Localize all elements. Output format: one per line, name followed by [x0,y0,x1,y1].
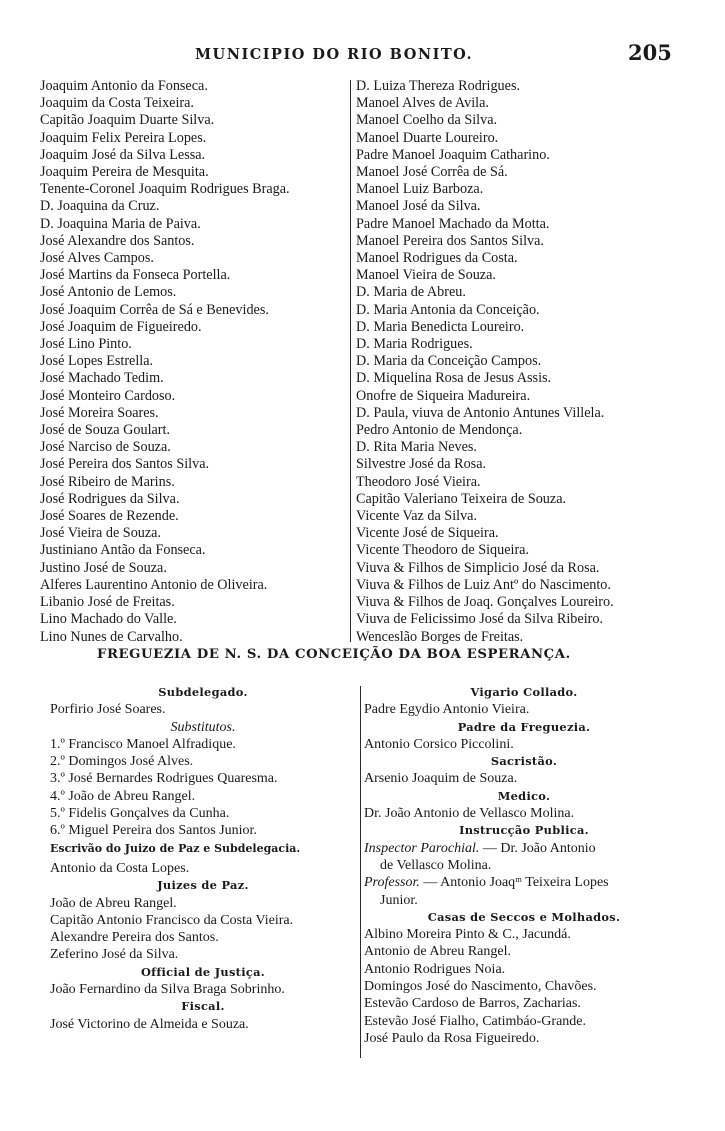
list-item: Vicente Vaz da Silva. [356,508,478,525]
sacristao-heading: Sacristão. [490,754,558,769]
casa-item: Estevão José Fialho, Catimbáo-Grande. [364,1013,587,1029]
list-item: D. Miquelina Rosa de Jesus Assis. [356,370,552,387]
list-item: José Martins da Fonseca Portella. [40,267,231,284]
list-item: José Alves Campos. [40,250,154,267]
column-rule-bottom [360,686,361,1058]
list-item: Manoel José Corrêa de Sá. [356,164,508,181]
list-item: Joaquim Antonio da Fonseca. [40,78,208,94]
list-item: Joaquim Felix Pereira Lopes. [40,129,207,146]
list-item: Joaquim da Costa Teixeira. [40,95,194,112]
list-item: Wenceslão Borges de Freitas. [356,628,524,645]
bottom-left-column [50,684,356,1033]
list-item: Manoel Rodrigues da Costa. [356,250,518,267]
substituto-item: 5.º Fidelis Gonçalves da Cunha. [50,806,230,822]
top-right-column [356,78,614,646]
list-item: José Vieira de Souza. [40,525,162,542]
list-item: Pedro Antonio de Mendonça. [356,422,523,439]
subdelegado-heading: Subdelegado. [158,685,248,699]
list-item: Alferes Laurentino Antonio de Oliveira. [40,576,268,593]
list-item: D. Maria Antonia da Conceição. [356,301,540,318]
professor-line [364,874,684,891]
list-item: Manoel Alves de Avila. [356,95,489,112]
casa-item: Estevão Cardoso de Barros, Zacharias. [364,996,581,1012]
vigario-name: Padre Egydio Antonio Vieira. [364,702,530,718]
substituto-item: 2.º Domingos José Alves. [50,754,194,770]
list-item: Libanio José de Freitas. [40,594,175,611]
casa-item: Antonio Rodrigues Noia. [364,961,506,977]
list-item: José Soares de Rezende. [40,508,179,525]
list-item: José Joaquim Corrêa de Sá e Benevides. [40,301,269,318]
list-item: D. Maria de Abreu. [356,284,466,301]
section-title: FREGUEZIA DE N. S. DA CONCEIÇÃO DA BOA ESPERANÇA. [97,647,571,662]
list-item: José Machado Tedim. [40,370,164,387]
list-item: José de Souza Goulart. [40,422,171,439]
list-item: Theodoro José Vieira. [356,473,481,490]
list-item: Padre Manoel Machado da Motta. [356,215,550,232]
list-item: Manoel Vieira de Souza. [356,267,496,284]
list-item: José Ribeiro de Marins. [40,473,175,490]
inspector-continuation: de Vellasco Molina. [380,857,492,873]
professor-continuation: Junior. [380,892,418,908]
juiz-item: João de Abreu Rangel. [50,895,177,911]
list-item: D. Maria Rodrigues. [356,336,473,353]
professor-label: Professor. [364,875,420,891]
medico-name: Dr. João Antonio de Vellasco Molina. [364,806,575,822]
page-number: 205 [628,40,672,65]
list-item: D. Joaquina da Cruz. [40,198,160,215]
bottom-right-column [364,684,684,1047]
list-item: José Lopes Estrella. [40,353,154,370]
list-item: D. Joaquina Maria de Paiva. [40,215,201,232]
page-header [0,40,725,68]
substituto-item: 4.º João de Abreu Rangel. [50,788,196,804]
list-item: D. Paula, viuva de Antonio Antunes Villela. [356,404,605,421]
list-item: Manoel Coelho da Silva. [356,112,498,129]
list-item: Manoel Luiz Barboza. [356,181,484,198]
official-heading: Official de Justiça. [140,964,266,979]
list-item: Vicente José de Siqueira. [356,525,499,542]
list-item: Tenente-Coronel Joaquim Rodrigues Braga. [40,181,290,198]
list-item: Capitão Valeriano Teixeira de Souza. [356,490,567,507]
list-item: José Pereira dos Santos Silva. [40,456,210,473]
professor-text: — Antonio Joaqᵐ Teixeira Lopes [419,875,609,891]
vigario-heading: Vigario Collado. [470,685,578,699]
inspector-text: — Dr. João Antonio [479,840,596,856]
official-name: João Fernardino da Silva Braga Sobrinho. [50,982,285,998]
casa-item: Antonio de Abreu Rangel. [364,944,511,960]
sacristao-name: Arsenio Joaquim de Souza. [364,771,518,787]
casa-item: Domingos José do Nascimento, Chavões. [364,979,597,995]
casa-item: José Paulo da Rosa Figueiredo. [364,1030,540,1046]
list-item: Onofre de Siqueira Madureira. [356,387,531,404]
running-head: MUNICIPIO DO RIO BONITO. [195,46,473,63]
list-item: D. Maria Benedicta Loureiro. [356,318,525,335]
list-item: José Moreira Soares. [40,404,159,421]
list-item: Viuva & Filhos de Luiz Antº do Nascimento. [356,576,611,593]
juizes-heading: Juizes de Paz. [157,878,249,893]
list-item: José Joaquim de Figueiredo. [40,318,202,335]
substitutos-heading: Substitutos. [170,719,236,735]
substituto-item: 1.º Francisco Manoel Alfradique. [50,736,236,752]
casas-heading: Casas de Seccos e Molhados. [427,909,621,924]
substitutos-list [50,736,356,840]
list-item: José Narciso de Souza. [40,439,171,456]
list-item: Viuva de Felicissimo José da Silva Ribeiro. [356,611,604,628]
list-item: José Alexandre dos Santos. [40,232,195,249]
medico-heading: Medico. [497,788,551,803]
list-item: José Lino Pinto. [40,336,132,353]
list-item: Justino José de Souza. [40,559,167,576]
list-item: Capitão Joaquim Duarte Silva. [40,112,215,129]
list-item: Manoel Duarte Loureiro. [356,129,499,146]
column-rule-top [350,80,351,642]
list-item: Joaquim José da Silva Lessa. [40,146,206,163]
juiz-item: Zeferino José da Silva. [50,947,179,963]
juiz-item: Capitão Antonio Francisco da Costa Vieira. [50,912,294,928]
list-item: Padre Manoel Joaquim Catharino. [356,146,550,163]
list-item: Justiniano Antão da Fonseca. [40,542,206,559]
substituto-item: 3.º José Bernardes Rodrigues Quaresma. [50,771,278,787]
juizes-list [50,895,356,964]
casa-item: Albino Moreira Pinto & C., Jacundá. [364,927,571,943]
list-item: Manoel Pereira dos Santos Silva. [356,232,544,249]
instrucao-heading: Instrucção Publica. [459,823,589,838]
list-item: Viuva & Filhos de Simplicio José da Rosa. [356,559,600,576]
fiscal-name: José Victorino de Almeida e Souza. [50,1016,249,1032]
casas-list [364,926,684,1047]
list-item: Lino Machado do Valle. [40,611,177,628]
list-item: José Monteiro Cardoso. [40,387,176,404]
inspector-label: Inspector Parochial. [364,840,480,856]
list-item: D. Rita Maria Neves. [356,439,477,456]
substituto-item: 6.º Miguel Pereira dos Santos Junior. [50,823,257,839]
escrivao-heading: Escrivão do Juizo de Paz e Subdelegacia. [50,841,301,855]
padre-heading: Padre da Freguezia. [457,719,591,734]
juiz-item: Alexandre Pereira dos Santos. [50,930,219,946]
list-item: Lino Nunes de Carvalho. [40,628,183,645]
inspector-line [364,840,684,857]
fiscal-heading: Fiscal. [181,999,225,1014]
list-item: José Antonio de Lemos. [40,284,177,301]
list-item: D. Luiza Thereza Rodrigues. [356,78,521,94]
list-item: Manoel José da Silva. [356,198,481,215]
list-item: Joaquim Pereira de Mesquita. [40,164,209,181]
list-item: Viuva & Filhos de Joaq. Gonçalves Loureiro. [356,594,614,611]
subdelegado-name: Porfirio José Soares. [50,702,166,718]
list-item: D. Maria da Conceição Campos. [356,353,542,370]
list-item: Vicente Theodoro de Siqueira. [356,542,530,559]
escrivao-name: Antonio da Costa Lopes. [50,860,190,876]
list-item: Silvestre José da Rosa. [356,456,487,473]
top-left-column [40,78,290,646]
list-item: José Rodrigues da Silva. [40,490,180,507]
padre-name: Antonio Corsico Piccolini. [364,736,514,752]
